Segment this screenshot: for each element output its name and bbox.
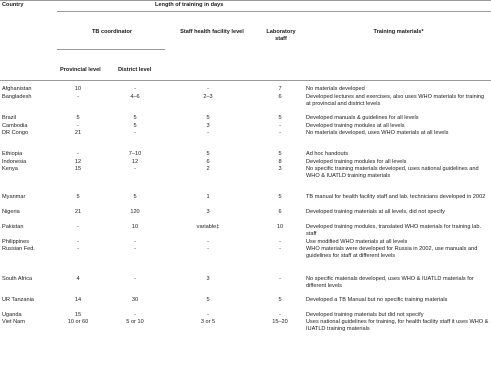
cell-staff: 3: [206, 276, 210, 282]
cell-prov: -: [77, 246, 79, 252]
cell-materials: Uses national guidelines for training, for health facility staff it uses WHO & IUATLD training materials: [306, 319, 489, 332]
cell-prov: 15: [74, 166, 82, 172]
cell-staff: -: [207, 130, 209, 136]
header-country: Country: [2, 2, 24, 8]
header-rule-1: [57, 11, 491, 12]
cell-dist: 7–10: [128, 151, 142, 157]
cell-country: Cambodia: [2, 123, 28, 129]
cell-materials: Developed training modules, translated WHO materials for training lab. staff: [306, 224, 482, 237]
cell-dist: -: [134, 312, 136, 318]
cell-staff: -: [207, 239, 209, 245]
cell-prov: 5: [76, 115, 80, 121]
cell-lab: -: [279, 246, 281, 252]
cell-materials: Developed training modules for all levels: [306, 159, 407, 165]
cell-dist: 5: [133, 123, 137, 129]
cell-country: Nigeria: [2, 209, 20, 215]
cell-prov: 15: [74, 312, 82, 318]
cell-lab: 15–20: [272, 319, 288, 325]
cell-dist: -: [134, 276, 136, 282]
cell-dist: -: [134, 239, 136, 245]
cell-materials: No materials developed: [306, 86, 365, 92]
cell-country: Philippines: [2, 239, 30, 245]
cell-staff: 2: [206, 166, 210, 172]
header-training-materials: Training materials*: [373, 29, 424, 35]
cell-prov: 10 or 60: [67, 319, 89, 325]
cell-materials: No specific materials developed, uses WHO & IUATLD materials for different levels: [306, 276, 474, 289]
cell-prov: -: [77, 94, 79, 100]
cell-country: South Africa: [2, 276, 33, 282]
cell-lab: 5: [278, 115, 282, 121]
cell-lab: -: [279, 312, 281, 318]
cell-materials: Use modified WHO materials at all levels: [306, 239, 408, 245]
cell-country: UR Tanzania: [2, 297, 34, 303]
cell-dist: 5: [133, 115, 137, 121]
cell-lab: 5: [278, 151, 282, 157]
header-bottom-rule: [0, 80, 491, 81]
cell-dist: 5: [133, 194, 137, 200]
cell-materials: WHO materials were developed for Russia in 2002, use manuals and guidelines for staff at different levels: [306, 246, 478, 259]
cell-dist: 30: [131, 297, 139, 303]
header-tb-coordinator: TB coordinator: [91, 29, 133, 35]
cell-prov: 12: [74, 159, 82, 165]
cell-staff: 3: [206, 209, 210, 215]
cell-dist: 5 or 10: [126, 319, 144, 325]
cell-dist: 4–6: [130, 94, 140, 100]
cell-staff: -: [207, 86, 209, 92]
cell-lab: 6: [278, 94, 282, 100]
cell-dist: -: [134, 166, 136, 172]
cell-materials: Developed lectures and exercises, also uses WHO materials for training at provincial and district levels: [306, 94, 485, 107]
header-staff-health-facility: Staff health facility level: [180, 29, 244, 35]
cell-lab: 8: [278, 159, 282, 165]
header-laboratory-staff: Laboratory staff: [266, 29, 296, 42]
cell-materials: Developed training materials but did not specify: [306, 312, 424, 318]
cell-country: Myanmar: [2, 194, 26, 200]
cell-materials: Developed training materials at all levels, did not specify: [306, 209, 445, 215]
cell-dist: 10: [131, 224, 139, 230]
cell-prov: 4: [76, 276, 80, 282]
cell-country: Russian Fed.: [2, 246, 35, 252]
cell-country: Brazil: [2, 115, 16, 121]
cell-country: Afghanistan: [2, 86, 32, 92]
cell-staff: -: [207, 312, 209, 318]
header-provincial-level: Provincial level: [60, 67, 101, 73]
cell-staff: 3 or 5: [200, 319, 216, 325]
cell-materials: No materials developed, uses WHO materials at all levels: [306, 130, 449, 136]
cell-country: Indonesia: [2, 159, 27, 165]
cell-country: Bangladesh: [2, 94, 32, 100]
cell-staff: 6: [206, 159, 210, 165]
cell-country: Kenya: [2, 166, 18, 172]
cell-prov: -: [77, 151, 79, 157]
cell-prov: 14: [74, 297, 82, 303]
cell-staff: 2–3: [203, 94, 213, 100]
cell-lab: -: [279, 239, 281, 245]
header-rule-2: [57, 49, 165, 50]
cell-dist: -: [134, 246, 136, 252]
cell-prov: -: [77, 224, 79, 230]
cell-prov: 5: [76, 194, 80, 200]
table-top-rule: [0, 0, 491, 1]
cell-lab: 3: [278, 166, 282, 172]
cell-staff: variable‡: [196, 224, 220, 230]
cell-lab: 10: [276, 224, 284, 230]
cell-country: Uganda: [2, 312, 22, 318]
cell-materials: No specific training materials developed, uses national guidelines and WHO & IUATLD training materials: [306, 166, 479, 179]
cell-staff: 1: [206, 194, 210, 200]
cell-materials: Developed a TB Manual but no specific training materials: [306, 297, 448, 303]
cell-country: DR Congo: [2, 130, 29, 136]
cell-materials: TB manual for health facility staff and lab. technicians developed in 2002: [306, 194, 486, 200]
cell-dist: -: [134, 86, 136, 92]
header-district-level: District level: [118, 67, 152, 73]
cell-lab: -: [279, 276, 281, 282]
cell-lab: 7: [278, 86, 282, 92]
cell-lab: -: [279, 123, 281, 129]
cell-lab: 5: [278, 297, 282, 303]
cell-prov: -: [77, 123, 79, 129]
cell-country: Viet Nam: [2, 319, 25, 325]
cell-staff: -: [207, 246, 209, 252]
cell-dist: 12: [131, 159, 139, 165]
cell-staff: 5: [206, 151, 210, 157]
cell-prov: 21: [74, 130, 82, 136]
cell-prov: 21: [74, 209, 82, 215]
cell-materials: Developed manuals & guidelines for all levels: [306, 115, 419, 121]
cell-country: Pakistan: [2, 224, 24, 230]
cell-country: Ethiopia: [2, 151, 23, 157]
cell-lab: 5: [278, 194, 282, 200]
cell-dist: -: [134, 130, 136, 136]
cell-lab: -: [279, 130, 281, 136]
header-length-of-training: Length of training in days: [155, 2, 224, 8]
cell-staff: 5: [206, 115, 210, 121]
cell-staff: 5: [206, 297, 210, 303]
cell-materials: Developed training modules at all levels: [306, 123, 405, 129]
cell-lab: 6: [278, 209, 282, 215]
cell-staff: 3: [206, 123, 210, 129]
cell-materials: Ad hoc handouts: [306, 151, 348, 157]
cell-dist: 120: [130, 209, 140, 215]
cell-prov: 10: [74, 86, 82, 92]
cell-prov: -: [77, 239, 79, 245]
